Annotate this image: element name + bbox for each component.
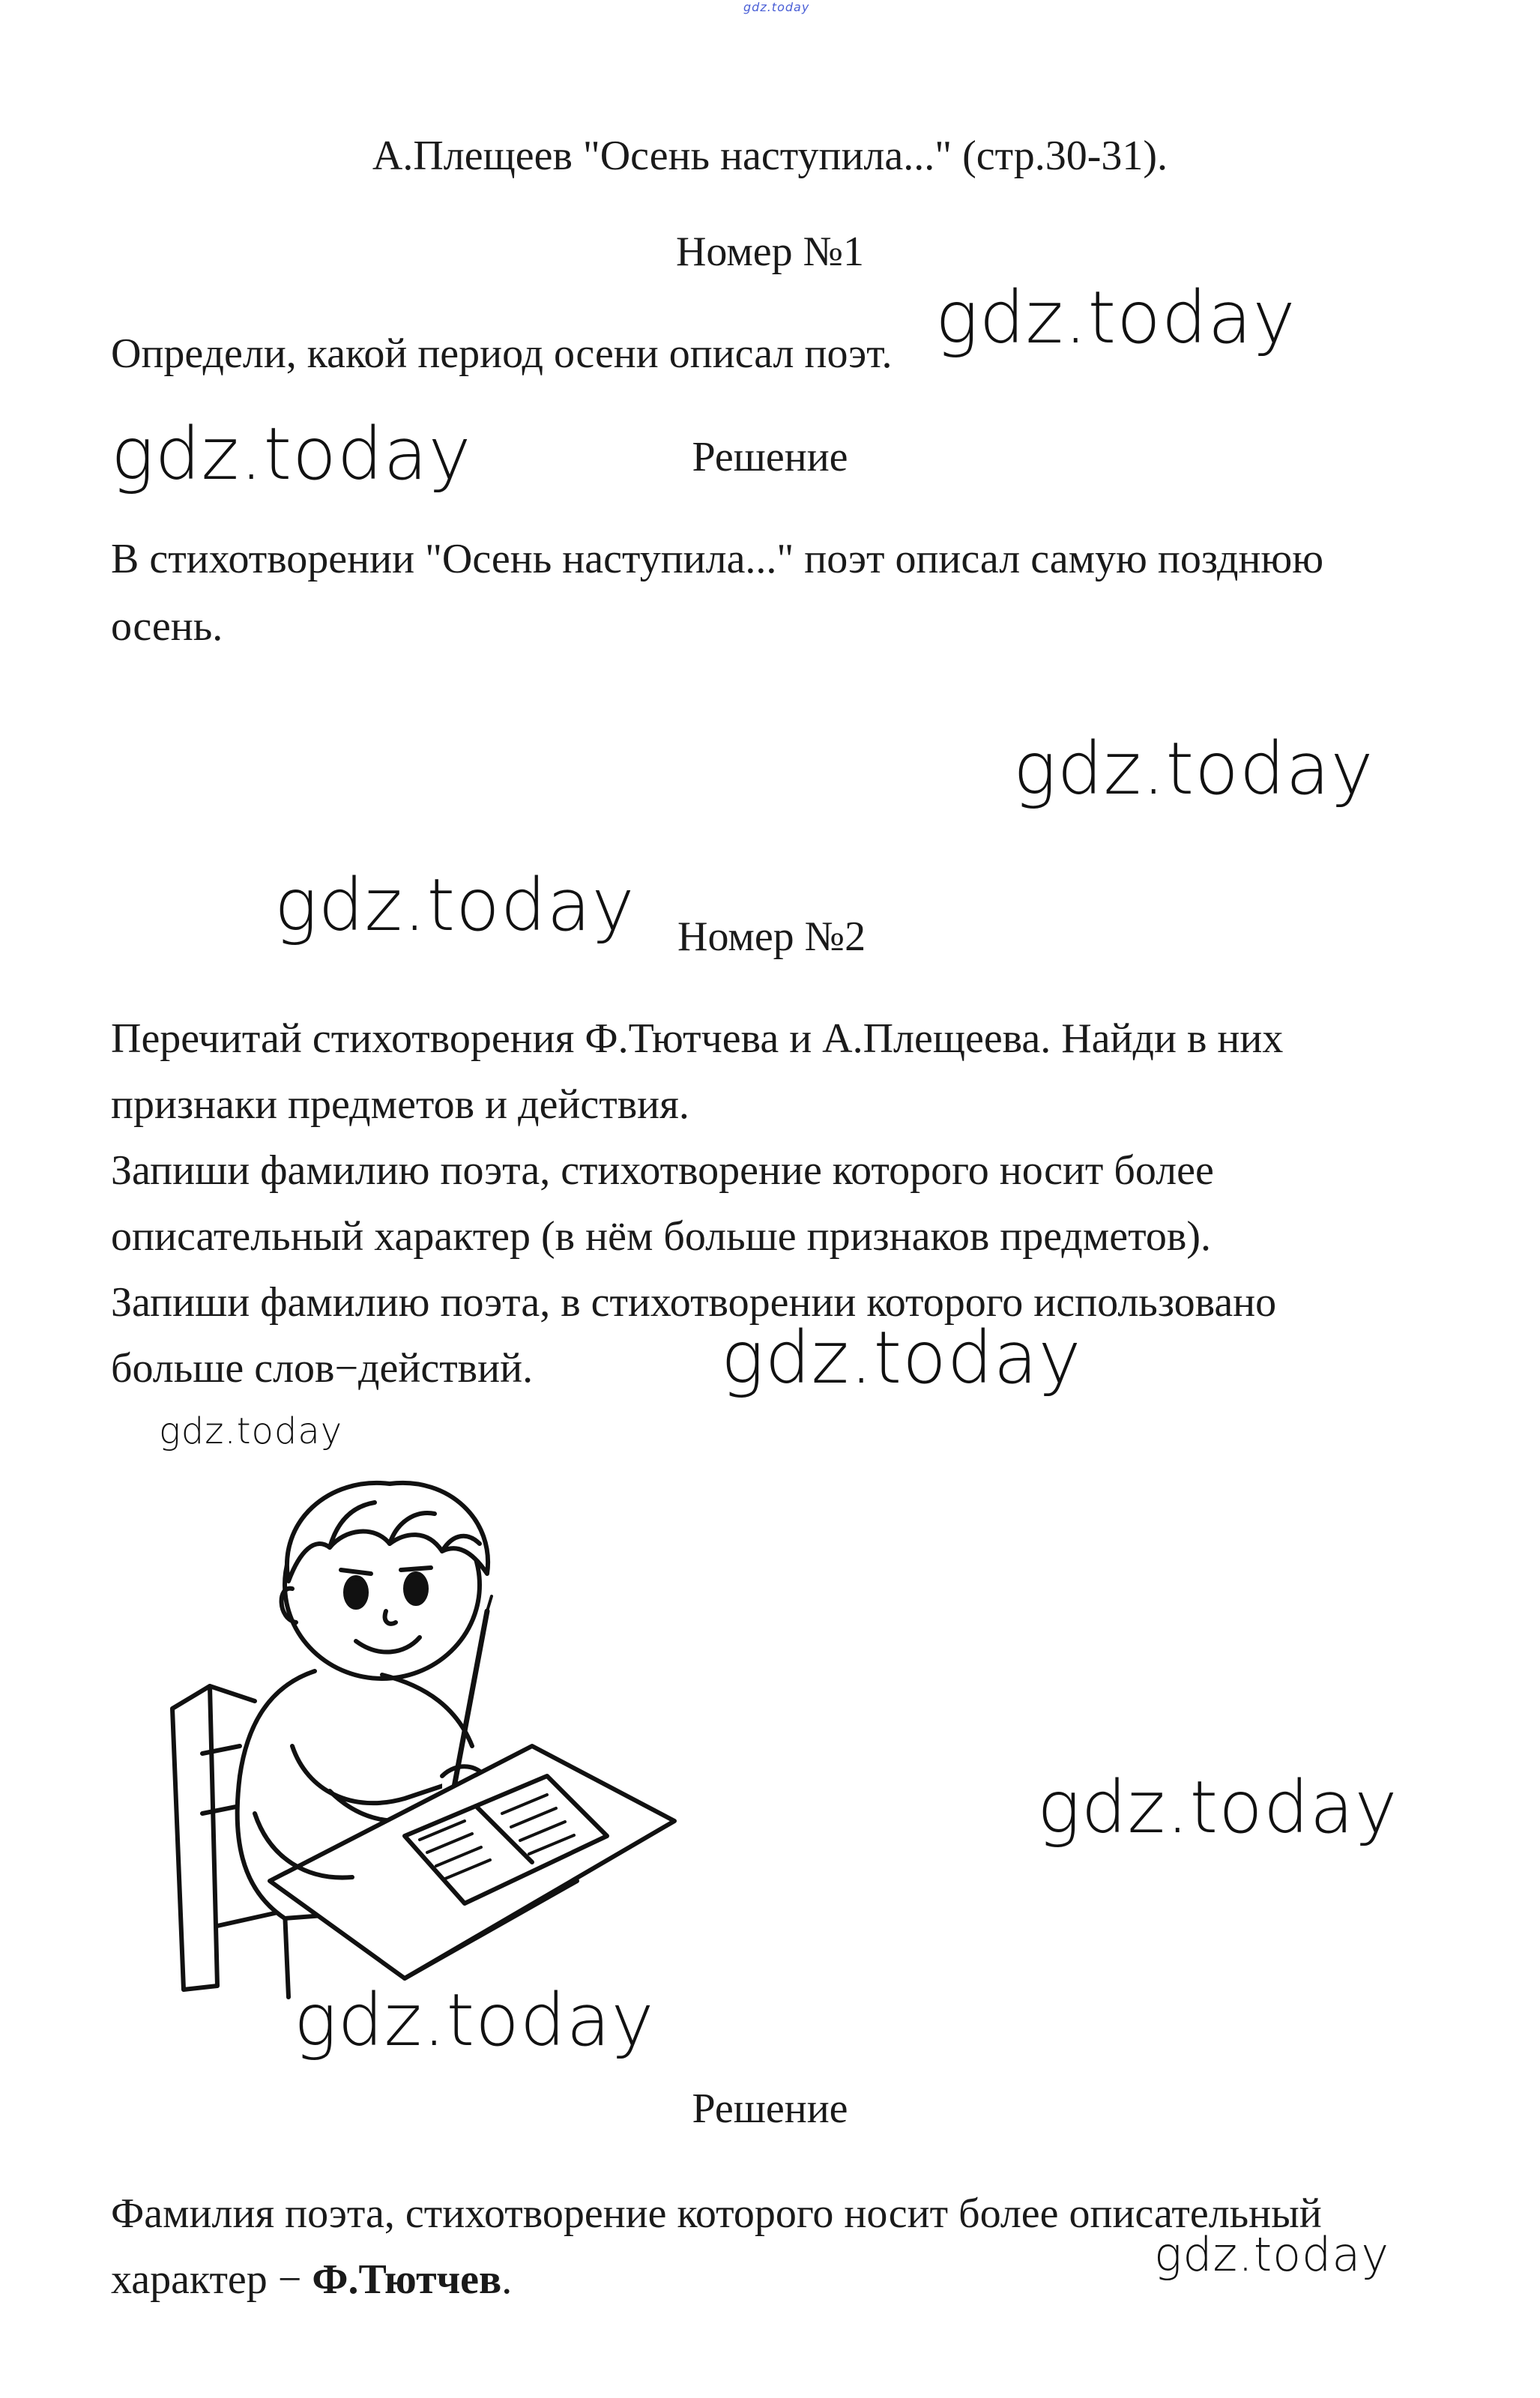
task2-question-line: Перечитай стихотворения Ф.Тютчева и А.Плещеева. Найди в них xyxy=(111,1015,1284,1062)
answer-bold: Ф.Тютчев xyxy=(312,2256,502,2303)
task2-question-line: Запиши фамилию поэта, стихотворение которого носит более xyxy=(111,1147,1214,1194)
task1-answer-line: осень. xyxy=(111,603,223,650)
task2-question-line: описательный характер (в нём больше признаков предметов). xyxy=(111,1213,1211,1260)
watermark: gdz.today xyxy=(935,276,1296,360)
watermark: gdz.today xyxy=(1013,727,1374,811)
watermark: gdz.today xyxy=(111,412,472,496)
answer-suffix: . xyxy=(501,2256,513,2303)
watermark: gdz.today xyxy=(1154,2227,1390,2282)
answer-prefix: характер − xyxy=(111,2256,312,2303)
watermark: gdz.today xyxy=(721,1316,1082,1400)
watermark: gdz.today xyxy=(159,1410,343,1452)
boy-writing-illustration xyxy=(157,1461,697,2001)
task1-answer-line: В стихотворении "Осень наступила..." поэт описал самую позднюю xyxy=(111,536,1324,582)
watermark: gdz.today xyxy=(1037,1766,1398,1849)
task2-answer-line xyxy=(111,2247,512,2313)
task1-solution-heading: Решение xyxy=(692,434,848,480)
task1-question: Определи, какой период осени описал поэт. xyxy=(111,330,893,377)
task1-heading: Номер №1 xyxy=(675,229,865,275)
task2-heading: Номер №2 xyxy=(677,913,866,960)
watermark: gdz.today xyxy=(294,1978,655,2062)
site-tag: gdz.today xyxy=(743,0,810,14)
watermark: gdz.today xyxy=(274,863,635,947)
task2-question-line: признаки предметов и действия. xyxy=(111,1081,689,1128)
task2-question-line: больше слов−действий. xyxy=(111,1345,534,1392)
task2-solution-heading: Решение xyxy=(692,2086,848,2132)
page-title: А.Плещеев "Осень наступила..." (стр.30-31). xyxy=(372,133,1168,179)
task2-question-line: Запиши фамилию поэта, в стихотворении которого использовано xyxy=(111,1279,1277,1326)
task2-answer-line: Фамилия поэта, стихотворение которого носит более описательный xyxy=(111,2190,1322,2237)
